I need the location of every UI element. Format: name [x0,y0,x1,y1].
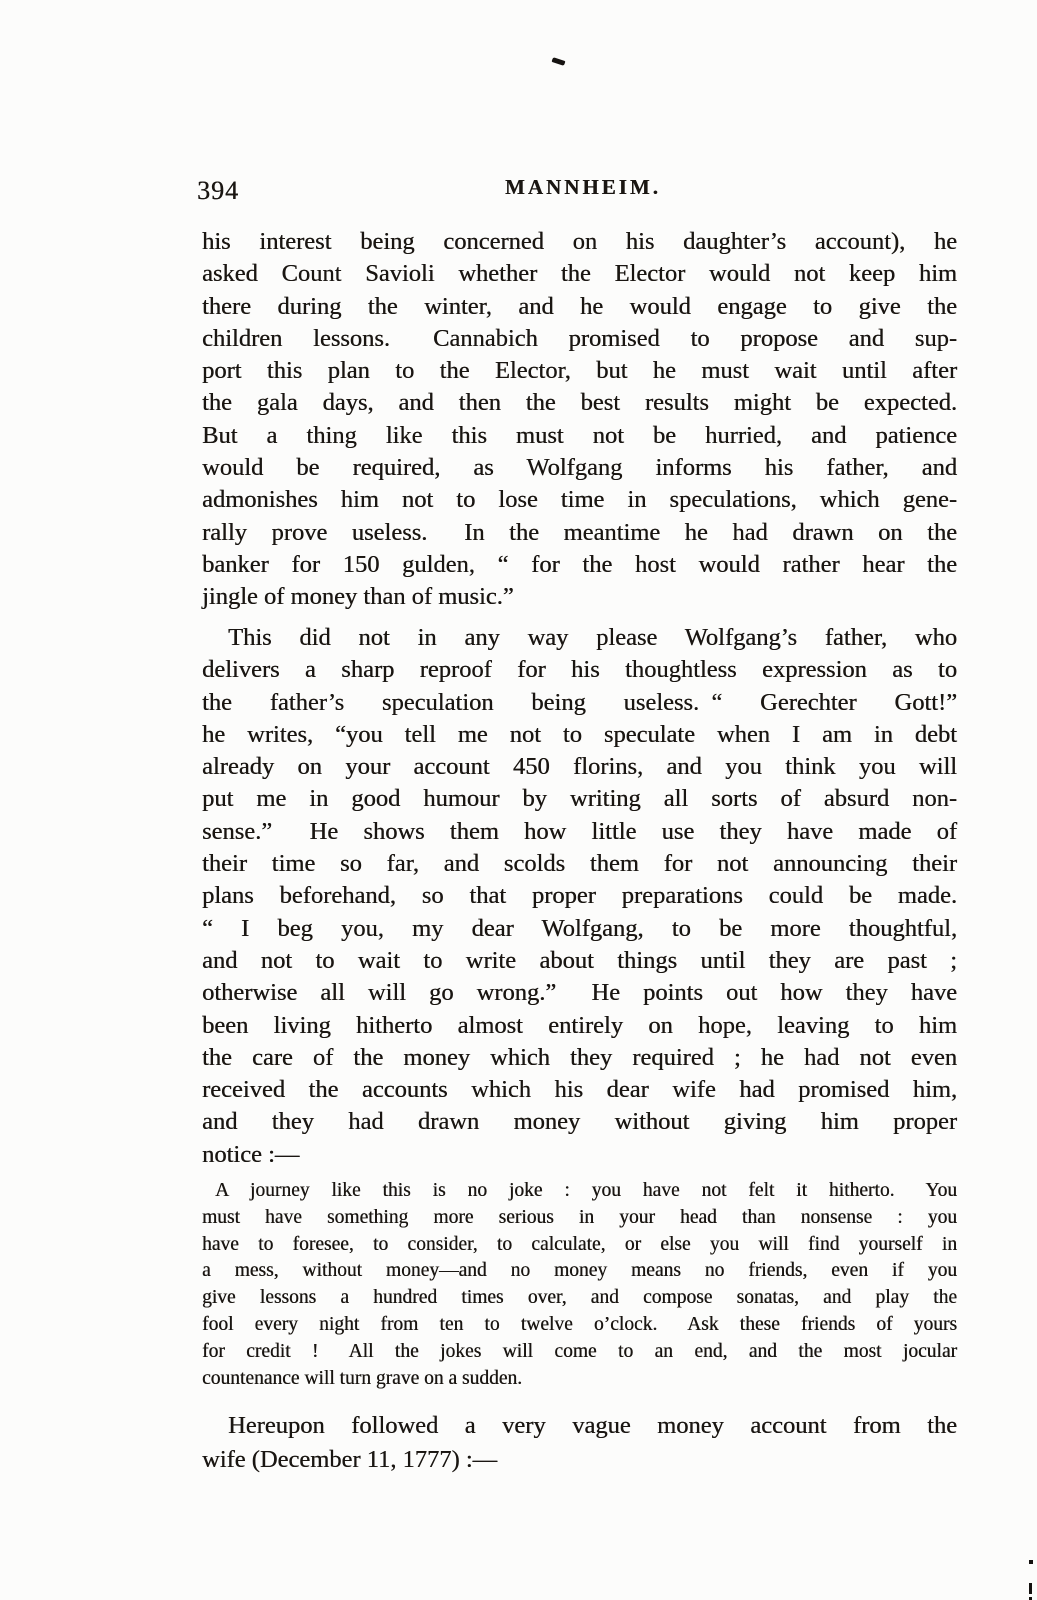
paragraph-continued [202,226,957,614]
text-line: Hereupon followed a very vague money account from the [228,1412,957,1439]
text-line: the father’s speculation being useless. “ Gerechter Gott!” [202,688,957,716]
paragraph-reproof [202,622,957,1171]
text-line: there during the winter, and he would engage to give the [202,292,957,320]
text-line: give lessons a hundred times over, and compose sonatas, and play the [202,1287,957,1309]
text-line: fool every night from ten to twelve o’clock. Ask these friends of yours [202,1313,957,1335]
text-line: port this plan to the Elector, but he must wait until after [202,357,957,385]
text-line: countenance will turn grave on a sudden. [202,1367,523,1389]
text-line: must have something more serious in your head than nonsense : you [202,1206,957,1228]
text-line: for credit ! All the jokes will come to an end, and the most jocular [202,1340,957,1362]
text-line: But a thing like this must not be hurried, and patience [202,421,957,449]
text-line: and not to wait to write about things until they are past ; [202,946,957,974]
text-line: jingle of money than of music.” [202,583,514,611]
text-line: wife (December 11, 1777) :— [202,1446,498,1473]
text-line: the care of the money which they required ; he had not even [202,1043,957,1071]
text-line: put me in good humour by writing all sorts of absurd non- [202,785,957,813]
text-line: notice :— [202,1140,300,1168]
text-line: received the accounts which his dear wife had promised him, [202,1076,957,1104]
running-header: MANNHEIM. [505,175,661,199]
text-line: a mess, without money—and no money means no friends, even if you [202,1260,957,1282]
ink-speck [552,57,566,66]
text-line: This did not in any way please Wolfgang’s father, who [228,624,957,651]
text-line: he writes, “you tell me not to speculate when I am in debt [202,720,957,748]
text-line: admonishes him not to lose time in speculations, which gene- [202,486,957,514]
text-line: would be required, as Wolfgang informs his father, and [202,454,957,482]
text-line: already on your account 450 florins, and you think you will [202,753,957,781]
text-line: have to foresee, to consider, to calculate, or else you will find yourself in [202,1233,957,1255]
text-line: otherwise all will go wrong.” He points out how they have [202,979,957,1007]
text-line: A journey like this is no joke : you have not felt it hitherto. You [215,1180,957,1201]
text-line: his interest being concerned on his daughter’s account), he [202,228,957,255]
text-line: banker for 150 gulden, “ for the host would rather hear the [202,550,957,578]
text-line: been living hitherto almost entirely on hope, leaving to him [202,1011,957,1039]
text-line: asked Count Savioli whether the Elector would not keep him [202,260,957,288]
text-line: “ I beg you, my dear Wolfgang, to be more thoughtful, [202,914,957,942]
text-line: the gala days, and then the best results might be expected. [202,389,957,417]
text-line: children lessons. Cannabich promised to propose and sup- [202,324,957,352]
text-line: and they had drawn money without giving him proper [202,1108,957,1136]
text-line: sense.” He shows them how little use they have made of [202,817,957,845]
page-number: 394 [197,176,239,205]
text-line: their time so far, and scolds them for not announcing their [202,850,957,878]
letter-quote-block [202,1178,957,1392]
closing-paragraph [202,1409,957,1477]
scan-edge-mark [1029,1560,1033,1564]
scan-edge-mark [1029,1583,1032,1594]
text-line: plans beforehand, so that proper preparations could be made. [202,882,957,910]
text-line: delivers a sharp reproof for his thoughtless expression as to [202,656,957,684]
text-line: rally prove useless. In the meantime he had drawn on the [202,518,957,546]
